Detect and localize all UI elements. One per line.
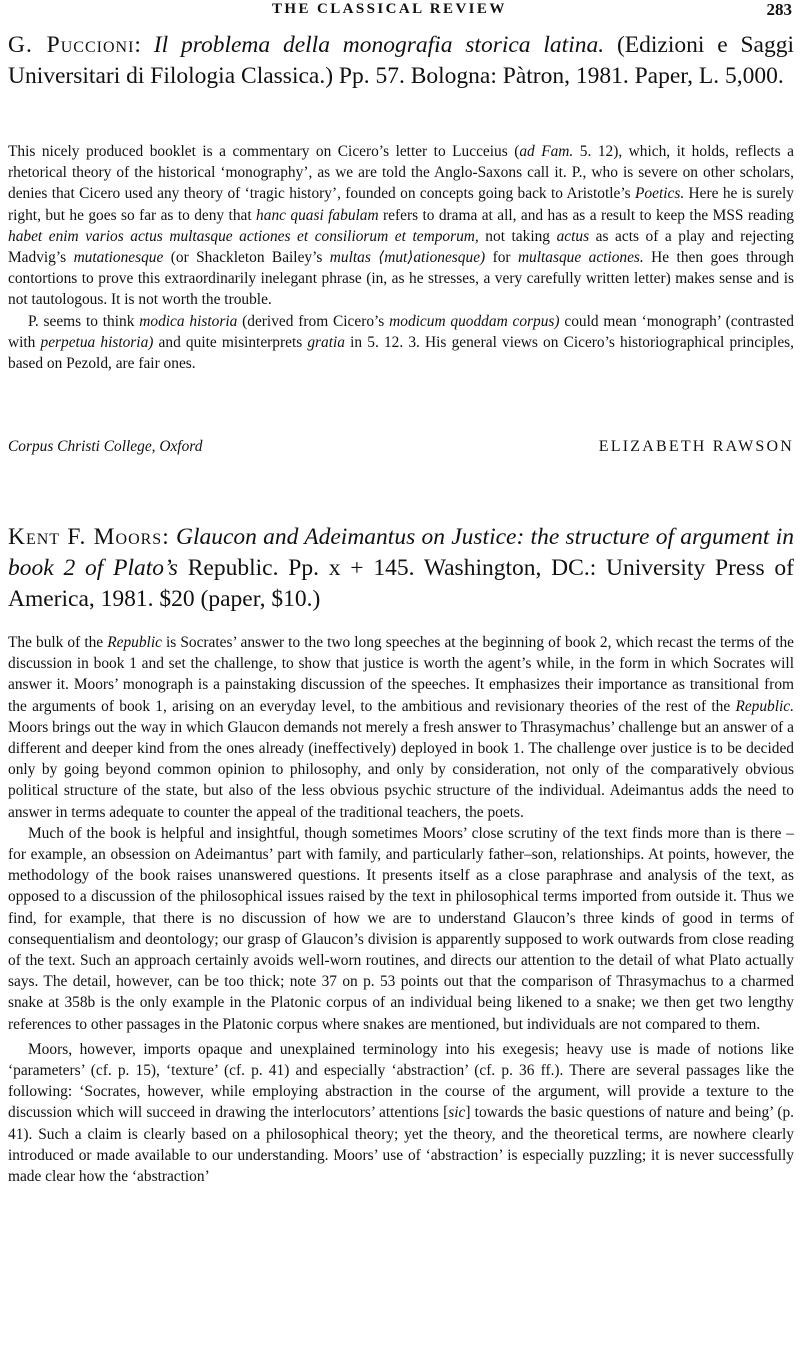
review-1-heading: G. Puccioni: Il problema della monografia storica latina. (Edizioni e Saggi Universitari di Filologia Classica.) Pp. 57. Bologna: Pàtron, 1981. Paper, L. 5,000. xyxy=(8,32,794,89)
reviewer-name: ELIZABETH RAWSON xyxy=(598,438,794,455)
review-1-author: G. Puccioni xyxy=(8,32,135,58)
review-2-title-republic: Republic. xyxy=(187,555,279,581)
review-1-title: Il problema della monografia storica latina. xyxy=(153,32,605,58)
review-2-body xyxy=(8,632,794,1187)
review-1-signature xyxy=(8,438,794,456)
review-2-paragraph-1: The bulk of the Republic is Socrates’ answer to the two long speeches at the beginning of book 2, which recast the terms of the discussion in book 1 and set the challenge, to show that justice is worth the agent’s while, in the form in which Socrates will answer it. Moors’ monograph is a painstaking discussion of the speeches. It emphasizes their importance as transitional from the arguments of book 1, arising on an everyday level, to the ambitious and revisionary theories of the rest of the Republic. Moors brings out the way in which Glaucon demands not merely a fresh answer to Thrasymachus’ challenge but an answer of a different and deeper kind from the ones already (ineffectively) deployed in book 1. The challenge over justice is to be decided only by going beyond common opinion to philosophy, and only by consideration, not only of the comparatively obvious political structure of the state, but also of the less obvious psychic structure of the individual. Adeimantus adds the need to answer in terms adequate to counter the appeal of the traditional teachers, the poets. xyxy=(8,634,794,821)
review-2-author: Kent F. Moors: xyxy=(8,524,170,550)
page-number: 283 xyxy=(766,0,792,19)
review-1-paragraph-1: This nicely produced booklet is a commentary on Cicero’s letter to Lucceius (ad Fam. 5. 12), which, it holds, reflects a rhetorical theory of the historical ‘monography’, as we are told the Anglo-Saxons call it. P., who is severe on other scholars, denies that Cicero used any theory of ‘tragic history’, founded on concepts going back to Aristotle’s Poetics. Here he is surely right, but he goes so far as to deny that hanc quasi fabulam refers to drama at all, and has as a result to keep the MSS reading habet enim varios actus multasque actiones et consiliorum et temporum, not taking actus as acts of a play and rejecting Madvig’s mutationesque (or Shackleton Bailey’s multas ⟨mut⟩ationesque) for multasque actiones. He then goes through contortions to prove this extraordinarily inelegant phrase (in, as he stresses, a very carefully written letter) makes sense and is not tautologous. It is not worth the trouble. xyxy=(8,143,795,309)
review-2-paragraph-3: Moors, however, imports opaque and unexplained terminology into his exegesis; heavy use is made of notions like ‘parameters’ (cf. p. 15), ‘texture’ (cf. p. 41) and especially ‘abstraction’ (cf. p. 36 ff.). There are several passages like the following: ‘Socrates, however, while employing abstraction in the course of the argument, will provide a texture to the discussion which will succeed in drawing the interlocutors’ attentions [sic] towards the basic questions of nature and being’ (p. 41). Such a claim is clearly based on a philosophical theory; yet the theory, and the theoretical terms, are nowhere clearly introduced or made available to our understanding. Moors’ use of ‘abstraction’ is especially puzzling; it is never successfully made clear how the ‘abstraction’ xyxy=(8,1040,794,1186)
review-2-publisher: Pp. x + 145. Washington, DC.: University Press of America, 1981. $20 (paper, $10.) xyxy=(8,555,795,612)
review-1-body xyxy=(8,141,794,374)
review-2-heading xyxy=(8,522,794,615)
review-1-paragraph-2: P. seems to think modica historia (derived from Cicero’s modicum quoddam corpus) could mean ‘monograph’ (contrasted with perpetua historia) and quite misinterprets gratia in 5. 12. 3. His general views on Cicero’s historiographical principles, based on Pezold, are fair ones. xyxy=(8,312,795,373)
running-head xyxy=(0,0,800,22)
reviewer-institution: Corpus Christi College, Oxford xyxy=(8,438,203,455)
review-1-publisher: (Edizioni e Saggi Universitari di Filologia Classica.) Pp. 57. Bologna: Pàtron, 1981. Paper, L. 5,000. xyxy=(8,32,794,89)
review-2-title: Glaucon and Adeimantus on Justice: the structure of argument in book 2 of Plato’s xyxy=(8,524,794,581)
review-2-paragraph-2: Much of the book is helpful and insightful, though sometimes Moors’ close scrutiny of the text finds more than is there – for example, an obsession on Adeimantus’ part with family, and particularly father–son, relationships. At points, however, the methodology of the book raises unanswered questions. It presents itself as a close paraphrase and analysis of the text, as opposed to a discussion of the philosophical issues raised by the text in philosophical terms imported from outside it. Thus we find, for example, that there is no discussion of how we are to understand Glaucon’s three kinds of good in terms of consequentialism and deontology; our grasp of Glaucon’s division is apparently supposed to work outwards from close reading of the text. Such an approach certainly avoids well-worn routines, and directs our attention to the detail of what Plato actually says. The detail, however, can be too thick; note 37 on p. 53 points out that the comparison of Thrasymachus to a charmed snake at 358b is the only example in the Platonic corpus of an individual being likened to a snake; we then get two lengthy references to other passages in the Platonic corpus where snakes are mentioned, but individuals are not compared to them. xyxy=(8,824,794,1033)
journal-title: THE CLASSICAL REVIEW xyxy=(272,1,507,17)
